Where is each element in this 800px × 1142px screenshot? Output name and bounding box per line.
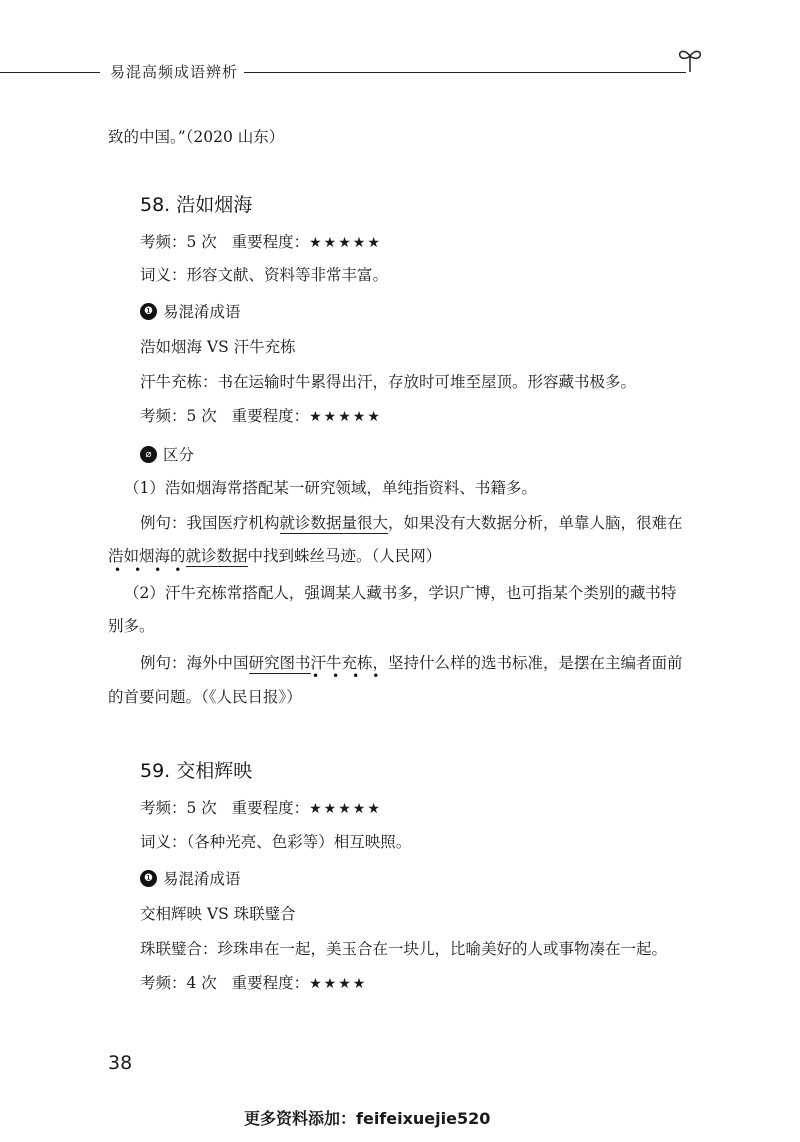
entry-58-example-2-line-1: 例句：海外中国研究图书汗牛充栋，坚持什么样的选书标准，是摆在主编者面前 [140, 654, 683, 672]
entry-58-frequency-line [140, 231, 382, 254]
header-rule-right [244, 72, 686, 73]
entry-59-pair: 交相辉映 VS 珠联璧合 [140, 905, 296, 923]
number-badge-icon: ❶ [140, 303, 157, 320]
entry-58-title: 58. 浩如烟海 [140, 194, 253, 216]
freq-value: 5 次 [186, 233, 217, 251]
intro-tail: 致的中国。”（2020 山东） [108, 128, 285, 146]
entry-59-alt-frequency-line: 考频：4 次 重要程度：★★★★ [140, 974, 368, 992]
page-number: 38 [108, 1052, 133, 1074]
header-title: 易混高频成语辨析 [110, 63, 239, 81]
entry-58-diff-heading: ⌀ 区分 [140, 443, 194, 465]
entry-58-diff-2-line-2: 别多。 [108, 617, 155, 635]
emphasized-idiom: 汗牛充栋 [310, 654, 373, 672]
entry-59-alt-definition: 珠联璧合：珍珠串在一起，美玉合在一块儿，比喻美好的人或事物凑在一起。 [140, 940, 668, 958]
entry-59-title: 59. 交相辉映 [140, 760, 253, 782]
compass-icon: ⌀ [140, 446, 157, 463]
entry-59-frequency-line: 考频：5 次 重要程度：★★★★★ [140, 799, 382, 817]
entry-59-confuse-heading: ❶ 易混淆成语 [140, 867, 241, 889]
entry-59-definition: 词义：（各种光亮、色彩等）相互映照。 [140, 833, 412, 851]
entry-58-diff-2-line-1: （2）汗牛充栋常搭配人，强调某人藏书多，学识广博，也可指某个类别的藏书特 [124, 584, 677, 602]
emphasis-dots: •••• [312, 669, 393, 683]
underlined-phrase: 就诊数据 [185, 547, 248, 565]
emphasized-idiom: 浩如烟海 [108, 547, 171, 565]
freq-label: 考频： [140, 233, 187, 251]
footer-contact: 更多资料添加：feifeixuejie520 [244, 1109, 491, 1128]
entry-58-example-2-line-2: 的首要问题。（《人民日报》） [108, 688, 302, 706]
importance-stars: ★★★★★ [309, 235, 382, 251]
entry-58-alt-definition: 汗牛充栋：书在运输时牛累得出汗，存放时可堆至屋顶。形容藏书极多。 [140, 373, 637, 391]
sprout-icon [676, 44, 704, 74]
emphasis-dots: •••• [114, 563, 195, 577]
underlined-phrase: 研究图书 [248, 654, 311, 672]
number-badge-icon: ❶ [140, 870, 157, 887]
entry-58-pair: 浩如烟海 VS 汗牛充栋 [140, 338, 296, 356]
entry-58-confuse-heading: ❶ 易混淆成语 [140, 300, 241, 322]
entry-58-alt-frequency-line: 考频：5 次 重要程度：★★★★★ [140, 407, 382, 425]
header-rule-left [0, 72, 100, 73]
importance-label: 重要程度： [231, 233, 310, 251]
entry-58-diff-1: （1）浩如烟海常搭配某一研究领域，单纯指资料、书籍多。 [124, 479, 537, 497]
entry-58-definition: 词义：形容文献、资料等非常丰富。 [140, 266, 389, 284]
entry-58-example-1-line-2: 浩如烟海的就诊数据中找到蛛丝马迹。（人民网） [108, 547, 442, 565]
underlined-phrase: 就诊数据量很大 [279, 514, 389, 532]
entry-58-example-1-line-1: 例句：我国医疗机构就诊数据量很大，如果没有大数据分析，单靠人脑，很难在 [140, 514, 683, 532]
